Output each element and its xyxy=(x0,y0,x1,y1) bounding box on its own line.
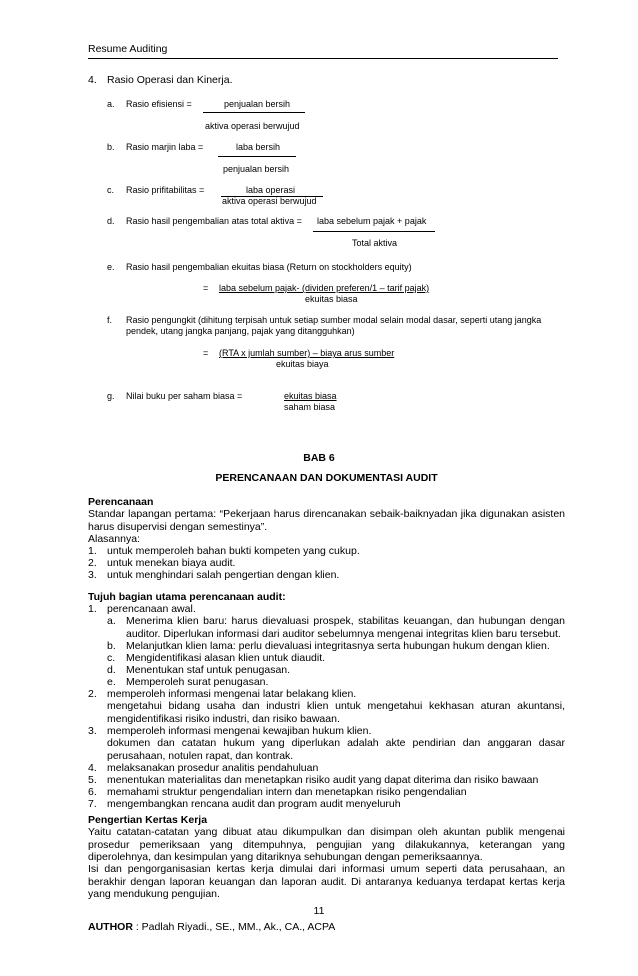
footer-text: : Padlah Riyadi., SE., MM., Ak., CA., ACPA xyxy=(132,921,336,933)
page-number: 11 xyxy=(313,905,325,917)
sub-letter: b. xyxy=(107,640,116,652)
ratio-denominator: aktiva operasi berwujud xyxy=(205,121,300,131)
list-item: untuk menekan biaya audit. xyxy=(107,557,236,569)
ratio-denominator: ekuitas biaya xyxy=(276,359,329,369)
list-number: 2. xyxy=(88,688,97,700)
list-number: 4. xyxy=(88,762,97,774)
item-letter: b. xyxy=(107,142,115,152)
section-heading: Perencanaan xyxy=(88,496,154,508)
list-item: mengembangkan rencana audit dan program audit menyeluruh xyxy=(107,798,401,810)
list-number: 1. xyxy=(88,603,97,615)
ratio-numerator: laba sebelum pajak + pajak xyxy=(317,216,427,226)
paragraph: Standar lapangan pertama: “Pekerjaan harus direncanakan sebaik-baiknyadan jika digunakan asisten harus disupervisi dengan semestinya”. xyxy=(88,508,565,533)
item-letter: d. xyxy=(107,216,115,226)
ratio-denominator: ekuitas biasa xyxy=(305,294,358,304)
list-item-detail: dokumen dan catatan hukum yang diperlukan adalah akte pendirian dan anggaran dasar perusahaan, notulen rapat, dan kontrak. xyxy=(107,737,565,762)
fraction-bar xyxy=(313,231,435,232)
running-header: Resume Auditing xyxy=(88,43,168,55)
ratio-denominator: Total aktiva xyxy=(352,238,398,248)
equals-sign: = xyxy=(203,348,209,358)
ratio-denominator: penjualan bersih xyxy=(223,164,290,174)
list-item: memperoleh informasi mengenai kewajiban hukum klien. xyxy=(107,725,372,737)
paragraph: Isi dan pengorganisasian kertas kerja dimulai dari informasi umum seperti data perusahaan, an berakhir dengan laporan keuangan dan laporan audit. Di antaranya keduanya terdapat kertas kerja yang mendukung pengujian. xyxy=(88,863,565,901)
list-number: 5. xyxy=(88,774,97,786)
item-letter: a. xyxy=(107,99,115,109)
ratio-label: Rasio pengungkit (dihitung terpisah untuk setiap sumber modal selain modal dasar, seperti utang jangka xyxy=(126,315,542,325)
ratio-label: Rasio hasil pengembalian atas total aktiva = xyxy=(126,216,302,226)
sub-letter: c. xyxy=(107,652,116,664)
sub-item: Menerima klien baru: harus dievaluasi prospek, stabilitas keuangan, dan hubungan dengan auditor. Diperlukan informasi dari auditor sebelumnya mengenai integritas klien baru tersebut. xyxy=(126,615,565,640)
ratio-label: Nilai buku per saham biasa = xyxy=(126,391,243,401)
list-item: perencanaan awal. xyxy=(107,603,196,615)
list-number: 1. xyxy=(88,545,97,557)
sub-item: Mengidentifikasi alasan klien untuk diaudit. xyxy=(126,652,326,664)
item-letter: g. xyxy=(107,391,115,401)
sub-letter: a. xyxy=(107,615,116,627)
fraction-bar xyxy=(218,156,296,157)
ratio-label: Rasio marjin laba = xyxy=(126,142,204,152)
fraction-bar xyxy=(203,112,305,113)
ratio-numerator: ekuitas biasa xyxy=(284,391,337,401)
sub-item: Menentukan staf untuk penugasan. xyxy=(126,664,291,676)
ratio-label-cont: pendek, utang jangka panjang, pajak yang ditangguhkan) xyxy=(126,326,355,336)
list-item: memperoleh informasi mengenai latar belakang klien. xyxy=(107,688,357,700)
section-title: Rasio Operasi dan Kinerja. xyxy=(107,74,233,86)
list-item: untuk memperoleh bahan bukti kompeten yang cukup. xyxy=(107,545,360,557)
ratio-numerator: laba bersih xyxy=(236,142,281,152)
equals-sign: = xyxy=(203,283,209,293)
section-number: 4. xyxy=(88,74,97,86)
chapter-title: PERENCANAAN DAN DOKUMENTASI AUDIT xyxy=(215,472,438,484)
item-letter: e. xyxy=(107,262,115,272)
ratio-numerator: laba sebelum pajak- (dividen preferen/1 – tarif pajak) xyxy=(219,283,430,293)
header-rule xyxy=(88,58,558,59)
paragraph: Yaitu catatan-catatan yang dibuat atau dikumpulkan dan disimpan oleh akuntan publik mengenai prosedur pemeriksaan yang ditempuhnya, pengujian yang dilakukannya, keterangan yang diperolehnya, dan kesimpulan yang ditariknya sehubungan dengan pemeriksaannya. xyxy=(88,826,565,864)
paragraph: Alasannya: xyxy=(88,533,140,545)
list-number: 7. xyxy=(88,798,97,810)
ratio-numerator: penjualan bersih xyxy=(224,99,291,109)
list-number: 3. xyxy=(88,725,97,737)
sub-letter: e. xyxy=(107,676,116,688)
list-item: memahami struktur pengendalian intern dan menetapkan risiko pengendalian xyxy=(107,786,467,798)
section-heading: Tujuh bagian utama perencanaan audit: xyxy=(88,591,286,603)
list-item-detail: mengetahui bidang usaha dan industri klien untuk mengetahui kekhasan aturan akuntansi, mengidentifikasi risiko industri, dan risiko bawaan. xyxy=(107,700,565,725)
ratio-label: Rasio hasil pengembalian ekuitas biasa (Return on stockholders equity) xyxy=(126,262,412,272)
list-item: untuk menghindari salah pengertian dengan klien. xyxy=(107,569,340,581)
list-number: 2. xyxy=(88,557,97,569)
item-letter: c. xyxy=(107,185,115,195)
ratio-numerator: (RTA x jumlah sumber) – biaya arus sumber xyxy=(219,348,395,358)
sub-letter: d. xyxy=(107,664,116,676)
ratio-label: Rasio efisiensi = xyxy=(126,99,192,109)
sub-item: Memperoleh surat penugasan. xyxy=(126,676,269,688)
ratio-numerator: laba operasi xyxy=(246,185,296,195)
section-heading: Pengertian Kertas Kerja xyxy=(88,814,208,826)
list-number: 3. xyxy=(88,569,97,581)
footer-label: AUTHOR xyxy=(88,921,133,933)
footer xyxy=(88,921,335,933)
list-item: melaksanakan prosedur analitis pendahuluan xyxy=(107,762,319,774)
list-number: 6. xyxy=(88,786,97,798)
ratio-denominator: aktiva operasi berwujud xyxy=(222,196,317,206)
chapter-label: BAB 6 xyxy=(303,452,335,464)
sub-item: Melanjutkan klien lama: perlu dievaluasi integritasnya serta hubungan hukum dengan klien. xyxy=(126,640,550,652)
item-letter: f. xyxy=(107,315,113,325)
ratio-denominator: saham biasa xyxy=(284,402,336,412)
ratio-label: Rasio prifitabilitas = xyxy=(126,185,205,195)
list-item: menentukan materialitas dan menetapkan risiko audit yang dapat diterima dan risiko bawaan xyxy=(107,774,539,786)
